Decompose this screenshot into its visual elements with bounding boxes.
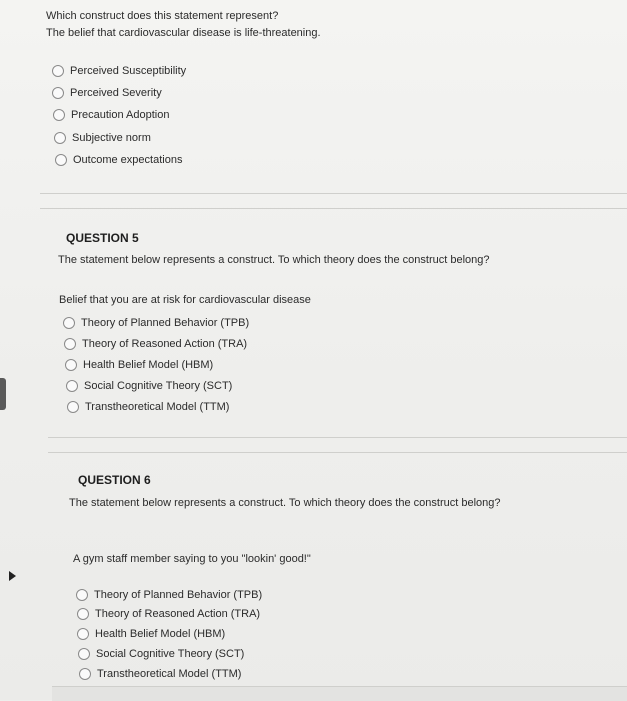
- radio-button[interactable]: [67, 401, 79, 413]
- expand-arrow-icon[interactable]: [9, 571, 16, 581]
- q6-option[interactable]: Theory of Planned Behavior (TPB): [76, 589, 262, 601]
- q6-option[interactable]: Social Cognitive Theory (SCT): [78, 648, 244, 660]
- q5-prompt: The statement below represents a construct. To which theory does the construct belong?: [58, 254, 490, 266]
- radio-button[interactable]: [64, 338, 76, 350]
- q5-option[interactable]: Theory of Planned Behavior (TPB): [63, 317, 249, 329]
- radio-button[interactable]: [52, 65, 64, 77]
- radio-button[interactable]: [77, 628, 89, 640]
- scroll-handle[interactable]: [0, 378, 6, 410]
- divider: [48, 452, 627, 453]
- q6-option[interactable]: Transtheoretical Model (TTM): [79, 668, 241, 680]
- radio-button[interactable]: [79, 668, 91, 680]
- radio-button[interactable]: [76, 589, 88, 601]
- q5-heading: QUESTION 5: [66, 231, 139, 245]
- q5-option[interactable]: Theory of Reasoned Action (TRA): [64, 338, 247, 350]
- radio-button[interactable]: [54, 132, 66, 144]
- radio-button[interactable]: [53, 109, 65, 121]
- next-question-box: [52, 686, 627, 701]
- q6-statement: A gym staff member saying to you "lookin' good!": [73, 553, 311, 565]
- q4-option[interactable]: Outcome expectations: [55, 154, 182, 166]
- q6-option[interactable]: Theory of Reasoned Action (TRA): [77, 608, 260, 620]
- radio-button[interactable]: [66, 380, 78, 392]
- q6-option[interactable]: Health Belief Model (HBM): [77, 628, 225, 640]
- divider: [40, 193, 627, 194]
- q6-heading: QUESTION 6: [78, 473, 151, 487]
- q5-option[interactable]: Health Belief Model (HBM): [65, 359, 213, 371]
- q5-option[interactable]: Social Cognitive Theory (SCT): [66, 380, 232, 392]
- q4-option[interactable]: Subjective norm: [54, 132, 151, 144]
- q5-statement: Belief that you are at risk for cardiovascular disease: [59, 294, 311, 306]
- radio-button[interactable]: [77, 608, 89, 620]
- q4-prompt: Which construct does this statement represent?: [46, 10, 279, 22]
- q4-option[interactable]: Precaution Adoption: [53, 109, 169, 121]
- q4-option[interactable]: Perceived Susceptibility: [52, 65, 186, 77]
- q6-prompt: The statement below represents a construct. To which theory does the construct belong?: [69, 497, 501, 509]
- radio-button[interactable]: [52, 87, 64, 99]
- q4-statement: The belief that cardiovascular disease is life-threatening.: [46, 27, 321, 39]
- radio-button[interactable]: [63, 317, 75, 329]
- radio-button[interactable]: [55, 154, 67, 166]
- radio-button[interactable]: [65, 359, 77, 371]
- divider: [48, 437, 627, 438]
- divider: [40, 208, 627, 209]
- radio-button[interactable]: [78, 648, 90, 660]
- q4-option[interactable]: Perceived Severity: [52, 87, 162, 99]
- q5-option[interactable]: Transtheoretical Model (TTM): [67, 401, 229, 413]
